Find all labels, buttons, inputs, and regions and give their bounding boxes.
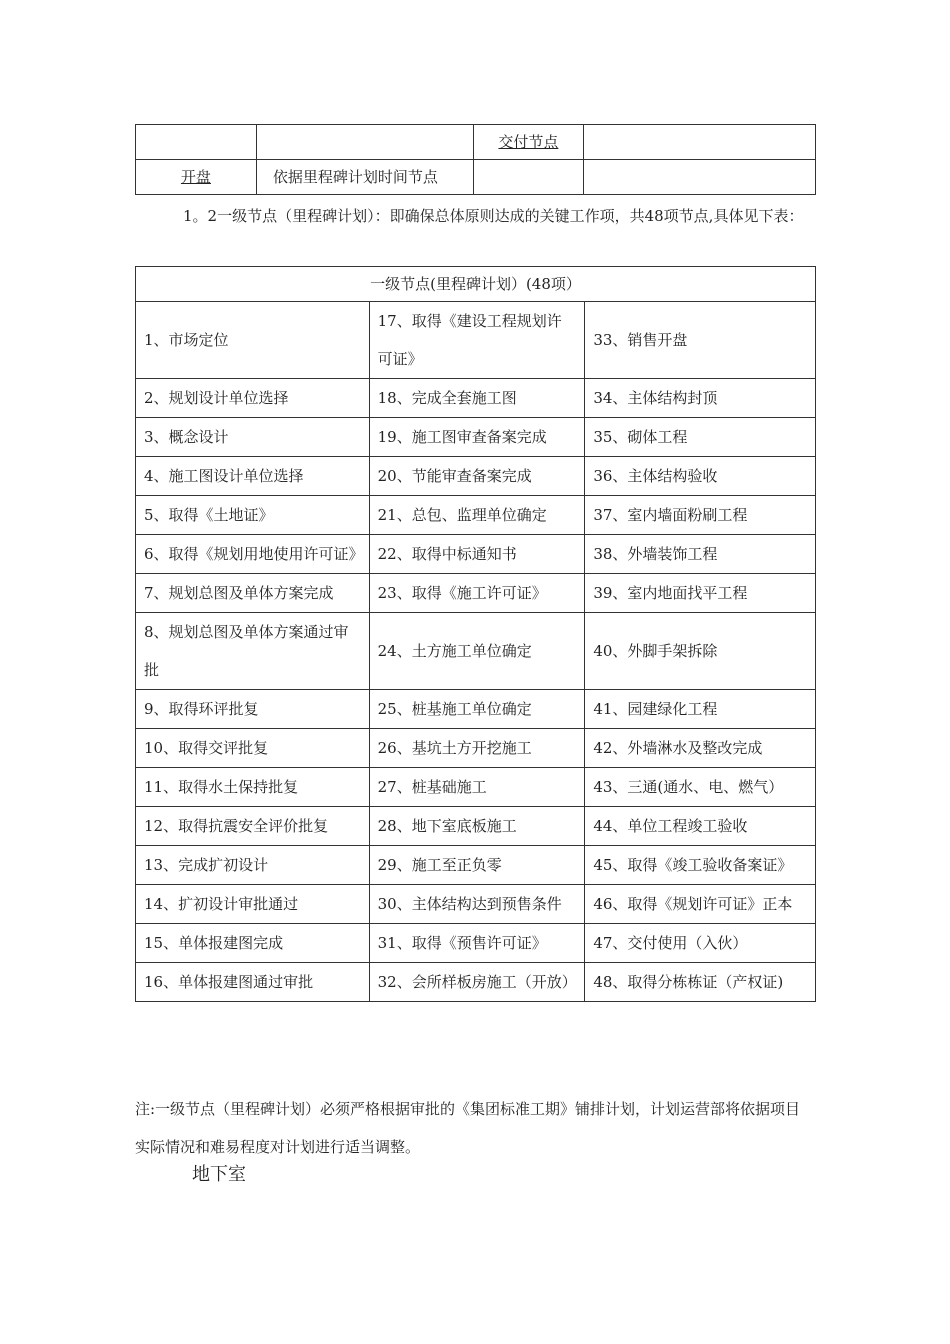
table-cell [256, 125, 473, 160]
table-row [136, 885, 816, 924]
table-row [136, 846, 816, 885]
milestone-cell: 21、总包、监理单位确定 [369, 496, 585, 535]
milestone-cell: 17、取得《建设工程规划许可证》 [369, 302, 585, 379]
table-row [136, 125, 816, 160]
table-row [136, 768, 816, 807]
table-header-row [136, 267, 816, 302]
milestone-cell: 9、取得环评批复 [136, 690, 370, 729]
milestone-cell: 43、三通(通水、电、燃气） [585, 768, 816, 807]
milestone-cell: 2、规划设计单位选择 [136, 379, 370, 418]
table-cell [584, 160, 816, 195]
milestone-cell: 5、取得《土地证》 [136, 496, 370, 535]
milestone-cell: 19、施工图审查备案完成 [369, 418, 585, 457]
milestone-cell: 10、取得交评批复 [136, 729, 370, 768]
milestone-cell: 18、完成全套施工图 [369, 379, 585, 418]
milestone-cell: 29、施工至正负零 [369, 846, 585, 885]
milestone-cell: 35、砌体工程 [585, 418, 816, 457]
table-row [136, 963, 816, 1002]
table-row [136, 457, 816, 496]
milestone-cell: 38、外墙装饰工程 [585, 535, 816, 574]
milestone-cell: 6、取得《规划用地使用许可证》 [136, 535, 370, 574]
table-row [136, 613, 816, 690]
milestone-cell: 33、销售开盘 [585, 302, 816, 379]
milestone-cell: 24、土方施工单位确定 [369, 613, 585, 690]
table-row [136, 690, 816, 729]
milestone-cell: 20、节能审查备案完成 [369, 457, 585, 496]
milestone-cell: 39、室内地面找平工程 [585, 574, 816, 613]
table-row [136, 729, 816, 768]
milestone-cell: 42、外墙淋水及整改完成 [585, 729, 816, 768]
milestone-cell: 1、市场定位 [136, 302, 370, 379]
table-row [136, 302, 816, 379]
table-row [136, 496, 816, 535]
section-heading: 地下室 [192, 1164, 246, 1185]
milestone-cell: 15、单体报建图完成 [136, 924, 370, 963]
delivery-node-label: 交付节点 [473, 125, 584, 160]
milestone-cell: 31、取得《预售许可证》 [369, 924, 585, 963]
milestone-cell: 22、取得中标通知书 [369, 535, 585, 574]
milestone-cell: 26、基坑土方开挖施工 [369, 729, 585, 768]
milestone-cell: 7、规划总图及单体方案完成 [136, 574, 370, 613]
milestone-cell: 32、会所样板房施工（开放） [369, 963, 585, 1002]
table-row [136, 418, 816, 457]
milestone-cell: 46、取得《规划许可证》正本 [585, 885, 816, 924]
table-row [136, 807, 816, 846]
opening-label: 开盘 [136, 160, 257, 195]
milestone-cell: 3、概念设计 [136, 418, 370, 457]
milestone-cell: 41、园建绿化工程 [585, 690, 816, 729]
table-row [136, 535, 816, 574]
table-header: 一级节点(里程碑计划）(48项） [136, 267, 816, 302]
milestone-cell: 44、单位工程竣工验收 [585, 807, 816, 846]
milestone-cell: 11、取得水土保持批复 [136, 768, 370, 807]
milestone-table [135, 266, 816, 1002]
milestone-cell: 12、取得抗震安全评价批复 [136, 807, 370, 846]
milestone-cell: 13、完成扩初设计 [136, 846, 370, 885]
milestone-cell: 48、取得分栋栋证（产权证) [585, 963, 816, 1002]
table-cell: 依据里程碑计划时间节点 [256, 160, 473, 195]
milestone-cell: 14、扩初设计审批通过 [136, 885, 370, 924]
table-row [136, 574, 816, 613]
milestone-cell: 4、施工图设计单位选择 [136, 457, 370, 496]
milestone-cell: 25、桩基施工单位确定 [369, 690, 585, 729]
milestone-cell: 23、取得《施工许可证》 [369, 574, 585, 613]
milestone-cell: 45、取得《竣工验收备案证》 [585, 846, 816, 885]
top-table [135, 124, 816, 195]
table-row [136, 379, 816, 418]
milestone-cell: 16、单体报建图通过审批 [136, 963, 370, 1002]
milestone-cell: 37、室内墙面粉刷工程 [585, 496, 816, 535]
table-cell [584, 125, 816, 160]
milestone-cell: 36、主体结构验收 [585, 457, 816, 496]
table-cell [136, 125, 257, 160]
milestone-body [136, 302, 816, 1002]
milestone-cell: 34、主体结构封顶 [585, 379, 816, 418]
intro-paragraph: 1。2一级节点（里程碑计划）：即确保总体原则达成的关键工作项，共48项节点,具体见下表： [183, 207, 804, 225]
milestone-cell: 47、交付使用（入伙） [585, 924, 816, 963]
note-paragraph: 注:一级节点（里程碑计划）必须严格根据审批的《集团标准工期》铺排计划，计划运营部将依据项目实际情况和难易程度对计划进行适当调整。 [135, 1100, 801, 1156]
milestone-cell: 27、桩基础施工 [369, 768, 585, 807]
milestone-cell: 28、地下室底板施工 [369, 807, 585, 846]
milestone-cell: 40、外脚手架拆除 [585, 613, 816, 690]
table-cell [473, 160, 584, 195]
table-row [136, 924, 816, 963]
table-row [136, 160, 816, 195]
milestone-cell: 30、主体结构达到预售条件 [369, 885, 585, 924]
milestone-cell: 8、规划总图及单体方案通过审批 [136, 613, 370, 690]
